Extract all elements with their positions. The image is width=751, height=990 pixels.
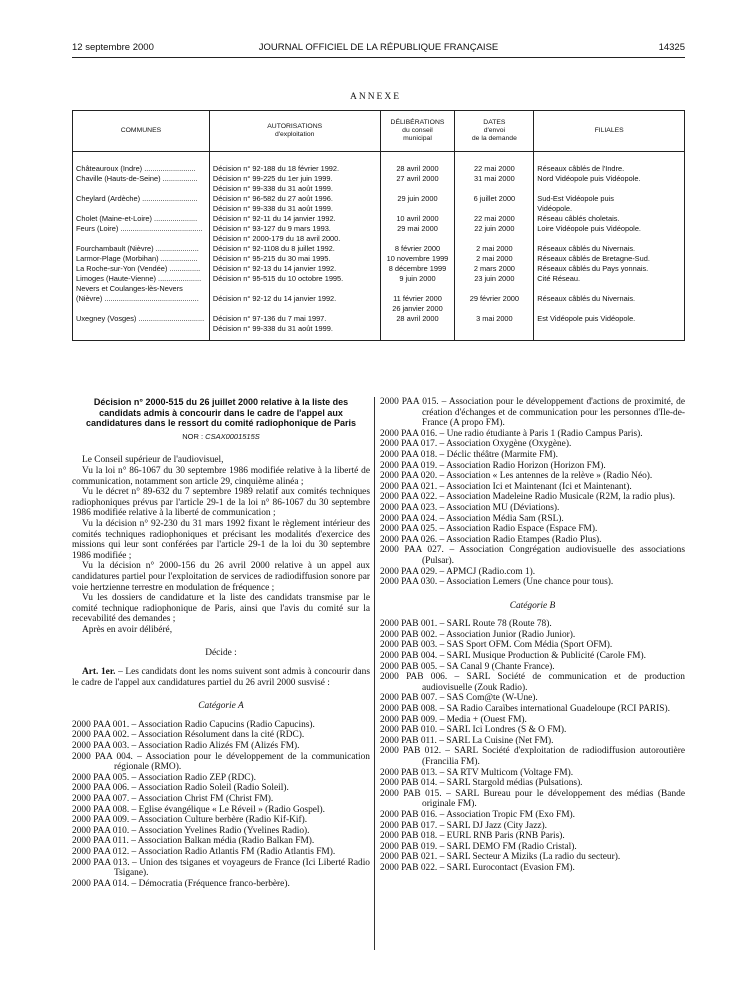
cell-deliberation: 29 mai 2000: [380, 224, 455, 244]
cell-date: 2 mars 2000: [455, 264, 534, 274]
nor-label: NOR :: [182, 431, 204, 441]
left-column: [72, 397, 370, 889]
cell-deliberation: 8 février 2000: [380, 244, 455, 254]
list-item: 2000 PAB 008. – SA Radio Caraïbes international Guadeloupe (RCI PARIS).: [380, 704, 670, 715]
table-header-row: [73, 111, 685, 152]
list-item: 2000 PAA 022. – Association Madeleine Radio Musicale (R2M, la radio plus).: [380, 492, 675, 503]
list-item: 2000 PAA 017. – Association Oxygène (Oxygène).: [380, 439, 572, 450]
header-page-number: 14325: [658, 42, 685, 53]
column-header: AUTORISATIONS d'exploitation: [209, 111, 380, 152]
list-item: 2000 PAA 005. – Association Radio ZEP (RDC).: [72, 772, 256, 783]
cell-deliberation: 10 novembre 1999: [380, 254, 455, 264]
list-item: 2000 PAB 003. – SAS Sport OFM. Com Média (Sport OFM).: [380, 640, 613, 651]
list-item: 2000 PAA 030. – Association Lemers (Une chance pour tous).: [380, 577, 614, 588]
table-row: [73, 244, 685, 254]
table-row: [73, 174, 685, 194]
header-rule: [72, 57, 685, 58]
category-b-list: [380, 619, 685, 873]
list-item: 2000 PAB 017. – SARL DJ Jazz (City Jazz).: [380, 820, 548, 831]
nor-code: CSAX0001515S: [205, 431, 260, 441]
list-item: 2000 PAB 001. – SARL Route 78 (Route 78).: [380, 619, 552, 630]
cell-autorisation: Décision n° 92-12 du 14 janvier 1992.: [209, 284, 380, 314]
cell-date: 29 février 2000: [455, 284, 534, 314]
table-row: [73, 194, 685, 214]
list-item: 2000 PAB 007. – SAS Com@te (W-Une).: [380, 693, 538, 704]
cell-deliberation: 29 juin 2000: [380, 194, 455, 214]
column-header: COMMUNES: [73, 111, 210, 152]
list-item: 2000 PAA 008. – Eglise évangélique « Le Réveil » (Radio Gospel).: [72, 804, 325, 815]
cell-deliberation: 27 avril 2000: [380, 174, 455, 194]
article-text: – Les candidats dont les noms suivent sont admis à concourir dans le cadre de l'appel aux candidatures partiel du 26 avril 2000 susvisé :: [72, 667, 370, 688]
list-item: 2000 PAB 015. – SARL Bureau pour le développement des médias (Bande originale FM).: [380, 788, 685, 810]
cell-date: 31 mai 2000: [455, 174, 534, 194]
list-item: 2000 PAB 009. – Media + (Ouest FM).: [380, 714, 527, 725]
list-item: 2000 PAA 015. – Association pour le développement d'actions de proximité, de création d'échanges et de communication pour les personnes d'Ile-de-France (A propo FM).: [380, 397, 685, 429]
considerants: [72, 455, 370, 635]
article-1: [72, 667, 370, 688]
list-item: 2000 PAB 019. – SARL DEMO FM (Radio Cristal).: [380, 841, 577, 852]
cell-filiale: Réseaux câblés du Nivernais.: [534, 244, 685, 254]
list-item: 2000 PAB 014. – SARL Stargold médias (Pulsations).: [380, 778, 583, 789]
cell-autorisation: Décision n° 92-13 du 14 janvier 1992.: [209, 264, 380, 274]
cell-filiale: Réseaux câblés de Bretagne-Sud.: [534, 254, 685, 264]
list-item: 2000 PAA 016. – Une radio étudiante à Paris 1 (Radio Campus Paris).: [380, 428, 643, 439]
list-item: 2000 PAA 012. – Association Radio Atlantis FM (Radio Atlantis FM).: [72, 846, 336, 857]
list-item: 2000 PAA 025. – Association Radio Espace (Espace FM).: [380, 524, 598, 535]
cell-deliberation: 10 avril 2000: [380, 214, 455, 224]
cell-filiale: Réseaux câblés du Pays yonnais.: [534, 264, 685, 274]
list-item: 2000 PAA 027. – Association Congrégation audiovisuelle des associations (Pulsar).: [380, 545, 685, 566]
table-row: [73, 224, 685, 244]
paragraph: Vu la décision n° 92-230 du 31 mars 1992 fixant le règlement intérieur des comités techniques radiophoniques et précisant les modalités d'exercice des missions qui leur sont conférées par l'article 29-1 de la loi du 30 septembre 1986 modifiée ;: [72, 518, 370, 561]
list-item: 2000 PAA 002. – Association Résolument dans la cité (RDC).: [72, 730, 305, 741]
list-item: 2000 PAB 002. – Association Junior (Radio Junior).: [380, 629, 576, 640]
cell-date: 23 juin 2000: [455, 274, 534, 284]
category-a-list-continued: [380, 397, 685, 588]
cell-deliberation: 11 février 2000 26 janvier 2000: [380, 284, 455, 314]
table-row: [73, 284, 685, 314]
nor-reference: [72, 432, 370, 443]
cell-autorisation: Décision n° 92-188 du 18 février 1992.: [209, 164, 380, 174]
paragraph: Vu la loi n° 86-1067 du 30 septembre 1986 modifiée relative à la liberté de communication, notamment son article 29, cinquième alinéa ;: [72, 465, 370, 487]
column-header: FILIALES: [534, 111, 685, 152]
table-body: [73, 152, 685, 341]
cell-date: 6 juillet 2000: [455, 194, 534, 214]
cell-date: 3 mai 2000: [455, 314, 534, 341]
category-a-title: Catégorie A: [198, 701, 244, 712]
decide-heading: Décide :: [205, 648, 237, 659]
table-row: [73, 164, 685, 174]
cell-filiale: Sud-Est Vidéopole puis Vidéopole.: [534, 194, 685, 214]
cell-autorisation: Décision n° 96-582 du 27 août 1996. Décision n° 99-338 du 31 août 1999.: [209, 194, 380, 214]
cell-date: 2 mai 2000: [455, 244, 534, 254]
cell-autorisation: Décision n° 99-225 du 1er juin 1999. Décision n° 99-338 du 31 août 1999.: [209, 174, 380, 194]
paragraph: Le Conseil supérieur de l'audiovisuel,: [82, 455, 224, 466]
list-item: 2000 PAA 003. – Association Radio Alizés FM (Alizés FM).: [72, 741, 300, 752]
list-item: 2000 PAA 014. – Démocratia (Fréquence franco-berbère).: [72, 878, 290, 889]
list-item: 2000 PAA 020. – Association « Les antennes de la relève » (Radio Néo).: [380, 471, 653, 482]
list-item: 2000 PAA 021. – Association Ici et Maintenant (Ici et Maintenant).: [380, 481, 632, 492]
cell-filiale: Cité Réseau.: [534, 274, 685, 284]
list-item: 2000 PAA 007. – Association Christ FM (Christ FM).: [72, 794, 274, 804]
list-item: 2000 PAB 013. – SA RTV Multicom (Voltage FM).: [380, 767, 574, 778]
list-item: 2000 PAA 006. – Association Radio Soleil (Radio Soleil).: [72, 783, 289, 794]
list-item: 2000 PAA 023. – Association MU (Déviations).: [380, 502, 560, 513]
list-item: 2000 PAA 010. – Association Yvelines Radio (Yvelines Radio).: [72, 825, 310, 836]
cell-date: 22 juin 2000: [455, 224, 534, 244]
cell-commune: Uxegney (Vosges) ................................: [73, 314, 210, 341]
cell-autorisation: Décision n° 92-11 du 14 janvier 1992.: [209, 214, 380, 224]
cell-commune: Fourchambault (Nièvre) .....................: [73, 244, 210, 254]
cell-deliberation: 28 avril 2000: [380, 164, 455, 174]
category-b-title: Catégorie B: [509, 600, 556, 611]
cell-deliberation: 9 juin 2000: [380, 274, 455, 284]
cell-date: 22 mai 2000: [455, 164, 534, 174]
cell-autorisation: Décision n° 92-1108 du 8 juillet 1992.: [209, 244, 380, 254]
list-item: 2000 PAB 016. – Association Tropic FM (Exo FM).: [380, 809, 575, 820]
cell-date: 22 mai 2000: [455, 214, 534, 224]
cell-autorisation: Décision n° 95-515 du 10 octobre 1995.: [209, 274, 380, 284]
column-separator: [374, 397, 375, 950]
paragraph: Vu le décret n° 89-632 du 7 septembre 1989 relatif aux comités techniques radiophoniques prévus par l'article 29-1 de la loi n° 86-1067 du 30 septembre 1986 modifiée relative à la liberté de communication ;: [72, 487, 370, 519]
cell-commune: Châteauroux (Indre) .........................: [73, 164, 210, 174]
table-row: [73, 214, 685, 224]
cell-filiale: Nord Vidéopole puis Vidéopole.: [534, 174, 685, 194]
column-header: DÉLIBÉRATIONS du conseil municipal: [380, 111, 455, 152]
list-item: 2000 PAB 006. – SARL Société de communication et de production audiovisuelle (Zouk Radio).: [380, 672, 685, 693]
list-item: 2000 PAA 029. – APMCJ (Radio.com 1).: [380, 566, 536, 577]
cell-filiale: Réseaux câblés de l'Indre.: [534, 164, 685, 174]
cell-autorisation: Décision n° 95-215 du 30 mai 1995.: [209, 254, 380, 264]
cell-filiale: Réseau câblés choletais.: [534, 214, 685, 224]
header-date: 12 septembre 2000: [72, 42, 154, 53]
table-row: [73, 274, 685, 284]
header-journal-title: JOURNAL OFFICIEL DE LA RÉPUBLIQUE FRANÇAISE: [258, 42, 499, 53]
paragraph: Après en avoir délibéré,: [82, 624, 173, 635]
list-item: 2000 PAB 011. – SARL La Cuisine (Net FM).: [380, 735, 554, 746]
list-item: 2000 PAA 001. – Association Radio Capucins (Radio Capucins).: [72, 719, 315, 730]
list-item: 2000 PAB 021. – SARL Secteur A Miziks (La radio du secteur).: [380, 852, 621, 863]
list-item: 2000 PAA 009. – Association Culture berbère (Radio Kif-Kif).: [72, 815, 308, 826]
cell-commune: Nevers et Coulanges-lès-Nevers (Nièvre) ..............................................: [73, 284, 210, 314]
list-item: 2000 PAB 010. – SARL Ici Londres (S & O FM).: [380, 725, 567, 736]
list-item: 2000 PAB 004. – SARL Musique Production & Publicité (Carole FM).: [380, 651, 646, 662]
list-item: 2000 PAA 026. – Association Radio Etampes (Radio Plus).: [380, 534, 602, 545]
right-column: [380, 397, 685, 874]
list-item: 2000 PAB 012. – SARL Société d'exploitation de radiodiffusion autoroutière (Francilia FM).: [380, 746, 685, 767]
cell-filiale: Loire Vidéopole puis Vidéopole.: [534, 224, 685, 244]
decision-title: Décision n° 2000-515 du 26 juillet 2000 relative à la liste des candidats admis à concourir dans le cadre de l'appel aux candidatures dans le ressort du comité radiophonique de Paris: [85, 397, 357, 429]
article-label: Art. 1er.: [82, 667, 116, 678]
cell-commune: Larmor-Plage (Morbihan) ..................: [73, 254, 210, 264]
cell-commune: Limoges (Haute-Vienne) .....................: [73, 274, 210, 284]
cell-commune: Feurs (Loire) ........................................: [73, 224, 210, 244]
table-row: [73, 254, 685, 264]
cell-date: 2 mai 2000: [455, 254, 534, 264]
paragraph: Vu les dossiers de candidature et la liste des candidats transmise par le comité technique radiophonique de Paris, ainsi que l'avis du comité sur la recevabilité des demandes ;: [72, 593, 370, 625]
column-header: DATES d'envoi de la demande: [455, 111, 534, 152]
table-row: [73, 264, 685, 274]
cell-autorisation: Décision n° 93-127 du 9 mars 1993. Décision n° 2000-179 du 18 avril 2000.: [209, 224, 380, 244]
cell-commune: La Roche-sur-Yon (Vendée) ...............: [73, 264, 210, 274]
cell-autorisation: Décision n° 97-136 du 7 mai 1997. Décision n° 99-338 du 31 août 1999.: [209, 314, 380, 341]
cell-filiale: Réseaux câblés du Nivernais.: [534, 284, 685, 314]
cell-commune: Cheylard (Ardèche) ...........................: [73, 194, 210, 214]
cell-deliberation: 8 décembre 1999: [380, 264, 455, 274]
category-a-list: [72, 720, 370, 890]
list-item: 2000 PAA 004. – Association pour le développement de la communication régionale (RMO).: [72, 751, 370, 773]
annexe-table: [72, 110, 685, 341]
list-item: 2000 PAA 013. – Union des tsiganes et voyageurs de France (Ici Liberté Radio Tsigane).: [72, 857, 370, 879]
paragraph: Vu la décision n° 2000-156 du 26 avril 2000 relative à un appel aux candidatures partiel pour l'exploitation de services de radiodiffusion sonore par voie hertzienne terrestre en modulation de fréquence ;: [72, 561, 370, 593]
list-item: 2000 PAB 022. – SARL Eurocontact (Evasion FM).: [380, 862, 575, 873]
cell-commune: Cholet (Maine-et-Loire) .....................: [73, 214, 210, 224]
cell-filiale: Est Vidéopole puis Vidéopole.: [534, 314, 685, 341]
list-item: 2000 PAA 018. – Déclic théâtre (Marmite FM).: [380, 449, 559, 460]
list-item: 2000 PAA 011. – Association Balkan média (Radio Balkan FM).: [72, 836, 315, 847]
list-item: 2000 PAA 024. – Association Média Sam (RSL).: [380, 513, 564, 524]
annexe-title: ANNEXE: [349, 92, 402, 102]
cell-deliberation: 28 avril 2000: [380, 314, 455, 341]
cell-commune: Chaville (Hauts-de-Seine) .................: [73, 174, 210, 194]
list-item: 2000 PAA 019. – Association Radio Horizon (Horizon FM).: [380, 460, 606, 471]
page-header: [72, 42, 685, 56]
list-item: 2000 PAB 018. – EURL RNB Paris (RNB Paris).: [380, 831, 565, 842]
list-item: 2000 PAB 005. – SA Canal 9 (Chante France).: [380, 661, 555, 672]
table-row: [73, 314, 685, 341]
